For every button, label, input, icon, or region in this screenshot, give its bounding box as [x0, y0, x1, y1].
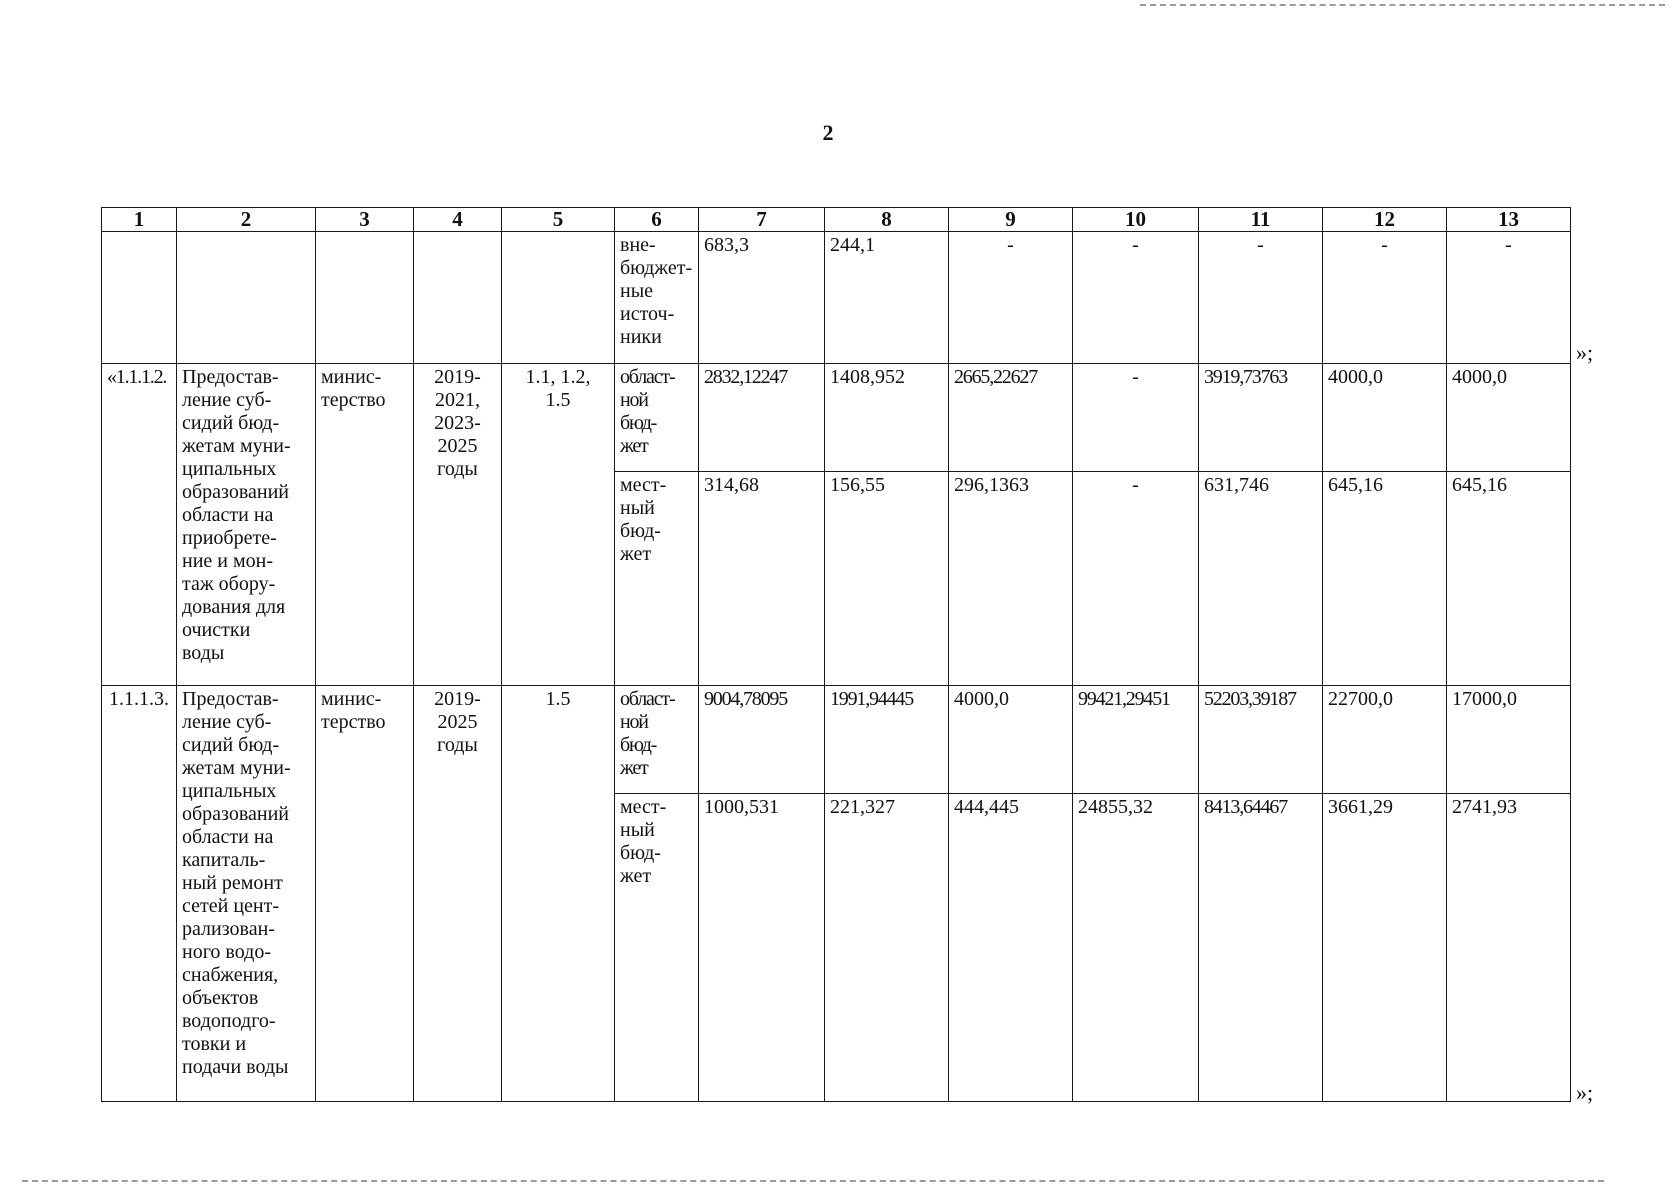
- column-number: 12: [1323, 208, 1447, 232]
- item-period: 2019- 2025 годы: [414, 686, 502, 1102]
- value-cell: -: [1323, 232, 1447, 364]
- value-cell: -: [1073, 232, 1199, 364]
- column-number: 5: [502, 208, 615, 232]
- value-cell: -: [1073, 364, 1199, 472]
- funding-source: вне- бюджет- ные источ- ники: [615, 232, 699, 364]
- item-executor: минис- терство: [316, 364, 414, 686]
- value-cell: 4000,0: [949, 686, 1073, 794]
- funding-source: мест- ный бюд- жет: [615, 472, 699, 686]
- value-cell: 4000,0: [1447, 364, 1571, 472]
- value-cell: 2832,12247: [699, 364, 825, 472]
- item-executor: минис- терство: [316, 686, 414, 1102]
- column-number: 9: [949, 208, 1073, 232]
- value-cell: 9004,78095: [699, 686, 825, 794]
- value-cell: 444,445: [949, 794, 1073, 1102]
- value-cell: 2741,93: [1447, 794, 1571, 1102]
- scan-artifact-bottom: [22, 1180, 1604, 1182]
- value-cell: 645,16: [1447, 472, 1571, 686]
- item-description: Предостав- ление суб- сидий бюд- жетам муни- ципальных образований области на приобрете- ние и мон- таж обору- дования для очистки воды: [177, 364, 316, 686]
- closing-quote-mark: »;: [1576, 1080, 1594, 1105]
- value-cell: 221,327: [825, 794, 949, 1102]
- value-cell: 8413,64467: [1199, 794, 1323, 1102]
- column-number-row: [102, 208, 1571, 232]
- value-cell: 3661,29: [1323, 794, 1447, 1102]
- item-period: 2019- 2021, 2023- 2025 годы: [414, 364, 502, 686]
- value-cell: 314,68: [699, 472, 825, 686]
- value-cell: 1991,94445: [825, 686, 949, 794]
- value-cell: 683,3: [699, 232, 825, 364]
- column-number: 7: [699, 208, 825, 232]
- value-cell: 3919,73763: [1199, 364, 1323, 472]
- value-cell: -: [1199, 232, 1323, 364]
- value-cell: 296,1363: [949, 472, 1073, 686]
- item-number: 1.1.1.3.: [102, 686, 177, 1102]
- value-cell: 1408,952: [825, 364, 949, 472]
- value-cell: 24855,32: [1073, 794, 1199, 1102]
- value-cell: 52203,39187: [1199, 686, 1323, 794]
- empty-cell: [102, 232, 177, 364]
- value-cell: 645,16: [1323, 472, 1447, 686]
- value-cell: 244,1: [825, 232, 949, 364]
- value-cell: -: [1447, 232, 1571, 364]
- funding-source: област- ной бюд- жет: [615, 686, 699, 794]
- column-number: 4: [414, 208, 502, 232]
- column-number: 10: [1073, 208, 1199, 232]
- value-cell: 4000,0: [1323, 364, 1447, 472]
- value-cell: 17000,0: [1447, 686, 1571, 794]
- funding-source: мест- ный бюд- жет: [615, 794, 699, 1102]
- value-cell: 156,55: [825, 472, 949, 686]
- budget-table: [101, 207, 1571, 1102]
- column-number: 1: [102, 208, 177, 232]
- page-number: 2: [822, 120, 834, 145]
- scan-artifact-top: [1140, 4, 1665, 6]
- column-number: 3: [316, 208, 414, 232]
- empty-cell: [177, 232, 316, 364]
- table-row: [102, 686, 1571, 794]
- column-number: 8: [825, 208, 949, 232]
- closing-quote-mark: »;: [1576, 340, 1594, 365]
- value-cell: 99421,29451: [1073, 686, 1199, 794]
- item-indicators: 1.5: [502, 686, 615, 1102]
- empty-cell: [414, 232, 502, 364]
- funding-source: област- ной бюд- жет: [615, 364, 699, 472]
- item-description: Предостав- ление суб- сидий бюд- жетам муни- ципальных образований области на капиталь- ный ремонт сетей цент- рализован- ного водо- снабжения, объектов водоподго- товки и подачи воды: [177, 686, 316, 1102]
- column-number: 2: [177, 208, 316, 232]
- value-cell: -: [949, 232, 1073, 364]
- value-cell: 631,746: [1199, 472, 1323, 686]
- item-number: «1.1.1.2.: [102, 364, 177, 686]
- item-indicators: 1.1, 1.2, 1.5: [502, 364, 615, 686]
- value-cell: 2665,22627: [949, 364, 1073, 472]
- value-cell: -: [1073, 472, 1199, 686]
- empty-cell: [502, 232, 615, 364]
- column-number: 11: [1199, 208, 1323, 232]
- empty-cell: [316, 232, 414, 364]
- continuation-row: [102, 232, 1571, 364]
- column-number: 13: [1447, 208, 1571, 232]
- value-cell: 1000,531: [699, 794, 825, 1102]
- value-cell: 22700,0: [1323, 686, 1447, 794]
- table-row: [102, 364, 1571, 472]
- column-number: 6: [615, 208, 699, 232]
